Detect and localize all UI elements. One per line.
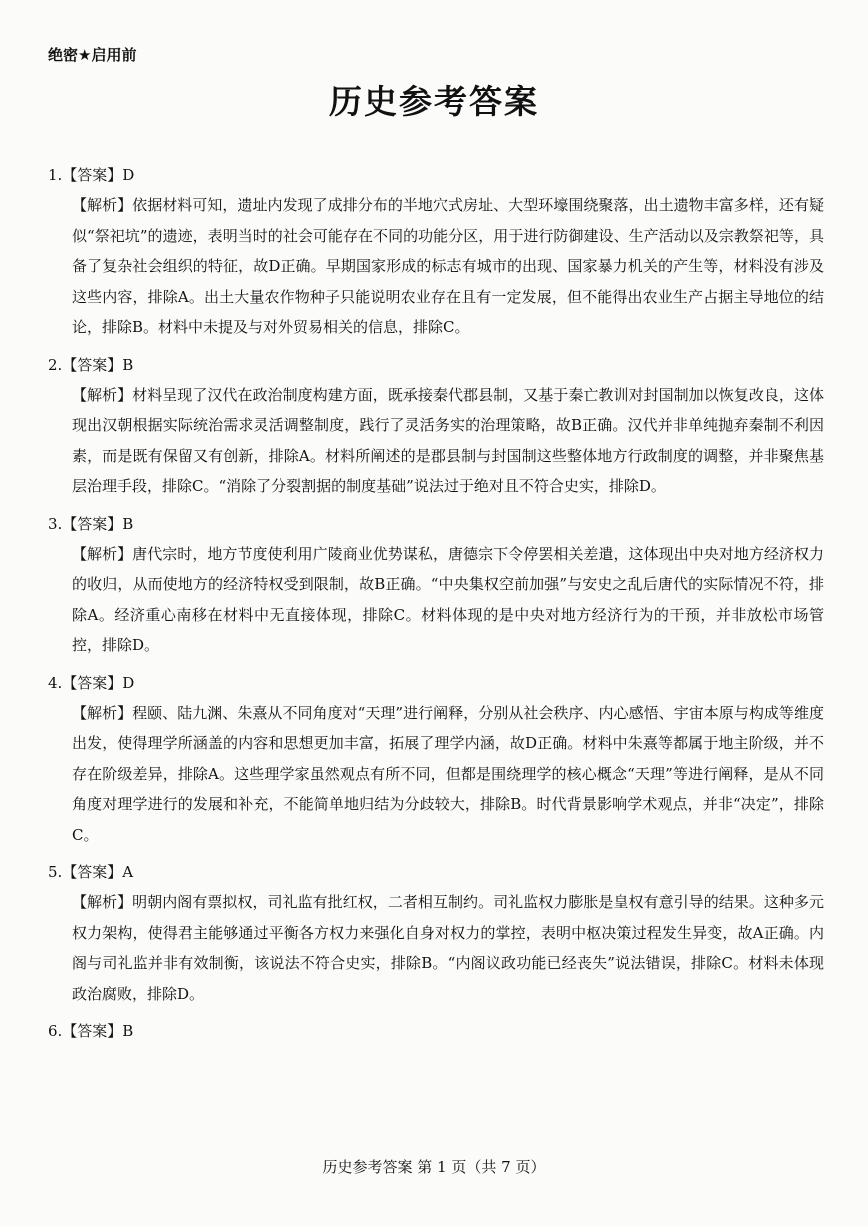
- question-item: [48, 509, 824, 661]
- question-item: [48, 350, 824, 502]
- question-item: [48, 160, 824, 343]
- explanation-text: 【解析】材料呈现了汉代在政治制度构建方面，既承接秦代郡县制，又基于秦亡教训对封国制加以恢复改良，这体现出汉朝根据实际统治需求灵活调整制度，践行了灵活务实的治理策略，故B正确。汉代并非单纯抛弃秦制不利因素，而是既有保留又有创新，排除A。材料所阐述的是郡县制与封国制这些整体地方行政制度的调整，并非聚焦基层治理手段，排除C。“消除了分裂割据的制度基础”说法过于绝对且不符合史实，排除D。: [72, 385, 824, 495]
- question-item: [48, 857, 824, 1009]
- question-item: [48, 668, 824, 851]
- question-item: [48, 1016, 824, 1046]
- answer-line: 6.【答案】B: [48, 1022, 134, 1040]
- page-title: 历史参考答案: [329, 82, 539, 121]
- answer-list: [48, 160, 824, 1046]
- confidential-label: 绝密★启用前: [48, 46, 137, 64]
- answer-line: 5.【答案】A: [48, 863, 134, 881]
- explanation-text: 【解析】明朝内阁有票拟权，司礼监有批红权，二者相互制约。司礼监权力膨胀是皇权有意引导的结果。这种多元权力架构，使得君主能够通过平衡各方权力来强化自身对权力的掌控，表明中枢决策过程发生异变，故A正确。内阁与司礼监并非有效制衡，该说法不符合史实，排除B。“内阁议政功能已经丧失”说法错误，排除C。材料未体现政治腐败，排除D。: [72, 893, 824, 1003]
- explanation-text: 【解析】唐代宗时，地方节度使利用广陵商业优势谋私，唐德宗下令停罢相关差遣，这体现出中央对地方经济权力的收归，从而使地方的经济特权受到限制，故B正确。“中央集权空前加强”与安史之乱后唐代的实际情况不符，排除A。经济重心南移在材料中无直接体现，排除C。材料体现的是中央对地方经济行为的干预，并非放松市场管控，排除D。: [72, 544, 824, 654]
- answer-line: 4.【答案】D: [48, 673, 135, 692]
- answer-line: 3.【答案】B: [48, 514, 134, 533]
- explanation-text: 【解析】依据材料可知，遗址内发现了成排分布的半地穴式房址、大型环壕围绕聚落，出土遗物丰富多样，还有疑似“祭祀坑”的遗迹，表明当时的社会可能存在不同的功能分区，用于进行防御建设、生产活动以及宗教祭祀等，具备了复杂社会组织的特征，故D正确。早期国家形成的标志有城市的出现、国家暴力机关的产生等，材料没有涉及这些内容，排除A。出土大量农作物种子只能说明农业存在且有一定发展，但不能得出农业生产占据主导地位的结论，排除B。材料中未提及与对外贸易相关的信息，排除C。: [72, 196, 824, 336]
- answer-line: 1.【答案】D: [48, 166, 135, 184]
- page-footer: 历史参考答案 第 1 页（共 7 页）: [322, 1158, 546, 1176]
- explanation-text: 【解析】程颐、陆九渊、朱熹从不同角度对“天理”进行阐释，分别从社会秩序、内心感悟、宇宙本原与构成等维度出发，使得理学所涵盖的内容和思想更加丰富，拓展了理学内涵，故D正确。材料中朱熹等都属于地主阶级，并不存在阶级差异，排除A。这些理学家虽然观点有所不同，但都是围绕理学的核心概念“天理”等进行阐释，是从不同角度对理学进行的发展和补充，不能简单地归结为分歧较大，排除B。时代背景影响学术观点，并非“决定”，排除C。: [72, 703, 824, 844]
- answer-line: 2.【答案】B: [48, 355, 134, 374]
